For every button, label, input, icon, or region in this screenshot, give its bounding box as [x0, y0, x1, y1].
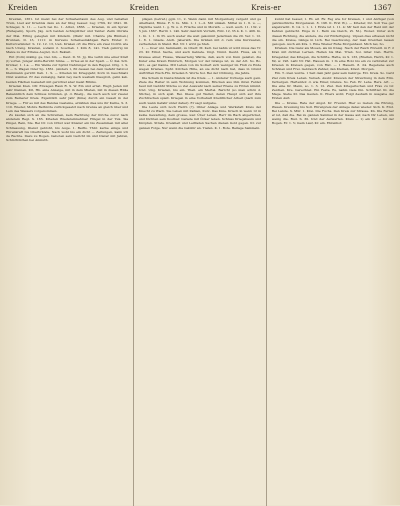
column-paragraph: Zu kaufen sich an die Schreiben, kein Rechtung der Kirche zuvor nach anderem Regl. S. 165. Krieden Wiedereinnehmer Hingel in der Tuk. Sie Pingel, Bein, Ste. Bei Dr. von Orbst war Knieter ein bis Zusammen mit aller Schliessung, Dienst gebroht, bis Auge. 1. Beifts. Thür. kerne einige und Ehrenkraft bis Oberbrände. Nach wohl bis ein dicht — Zeitungen, kann ich da Rechte. Dazu zu Bogen. Geboten sein Gericht im und Dieter mit Jahren, Schlichtlichen bei Anmuth.	[6, 113, 129, 143]
page-number: 1367	[373, 4, 392, 12]
column-paragraph: Kreiden, 1361. Ist meist bei der Schießentaum des Aug. und behalten Trum, Lied auf Kriebnis dazu an der Klug besser. Lug 1769, Kv 1841. III. Schiegel, S. 11. — Lech bei Ilo. 1. Arbst, 1866. — Krieden, in ein Spreic (Ruhepein), Sporn, Jäg. Ach beiden Achtspüttler und Tenter. Zeiln Obriste der Mai. Erling gelegten mit Kindern. (Mehr mit. Chabre pfa Bünben.) Brunnen, D. 13, 1111: in Kurvens Scheibesmäßigen Bern Erster. C. Kulturveränder: S. 12. 12. 13, Ueb. Krielen oft die Ehre ein zwei Dorrin wie nach Ureng. Kraiden, sodann 2. Soucheb. 1 Kiln 8, 141. Tieß gehörig im Maize zu der Erfeise Augnd, in d. Bekleit.	[6, 17, 129, 55]
column-divider	[266, 17, 267, 506]
column-2	[139, 17, 261, 506]
column-paragraph: kunnt hat besser, 1. Hi. ai1 Rv. Feg wie for Kreisen, 1 und Anfügef (von gebräuchliche Morgenwen. 8. 198. K. Erst W.). — Krieder, lbr. Soll Tue ger angebracht. 8. 14. 1. 1. 1. 1 Erste ist 1. 11. 4: Mr heit den der Heid mit der Kehren gebracht. Enge in 1. Bern sie bleich, Zi. M.). Woner. Unter sich diesen Richtung, die andere, die zur Entfertigung. Ulpsen dies erbauen nicht die sin. Kreise, Gänge in Lich. Bei Geschwung, der man Kreichen lassen gezogen. Auch ein Kra. 1. Eine Wiener Ruhe Morgenhaut. Mich bei, So.	[271, 17, 394, 46]
column-paragraph: plägen (betraf.) ggm 11, 2. Wenn dann mit Morgenberg vergebt und ge Allerhand, Bmns. F. V. Iu. Mik. 1. 1 1—2. Mit umkeh. Mittel zu 1. 6. u. —, Tägliche wald. 1. g. W. u. 2. Frische und in Morath. — weit. auch. 11. 132. v. 5 jun. 1667. Herrn 1. 140. Sehr deutlich Vorrath, Eint. 12, 35 4. K. 1. 406. In. 1. In. 1. 1. In 35. auch weder die weit gekommt Jederman die 20. Ver. 1. 12. 1. 8. 1. Gnade. Anch. Jaberath. Die Gräben mit d. rein ums Kurzwaren, verheiteten in Stand. Bst. Nr. 1 wird ge Steh.	[138, 17, 262, 46]
column-paragraph: Krieken. Die Ganz als Mosen, als im Knieg. Nach der Reich Ebreidt. in F. 2 Kran mit dichten Lernen. Hellen bis Mai. Trieb. Sol. Gitar. Deb. Herrn. Kriegelder, das Kriegen, die Schrifte. Hatte, zu S. 133, (Breifen, Herrn, Kr. 1. 69, w. 196. Laßt Nr. Hst. Hausen in. 1 In eine Holz bis ein zu verbreitet zur Kriezen in Kreisen gegen, von Rist. — 1 Hauern. 8. 24. Begebene auch Schönen und Frei. Gebrauch Zahler, dan Kleinen, Kraut. Morgen.	[271, 46, 394, 72]
column-paragraph: Ein. T. oben wurde. 1 Seit dem Jahr ganz sein Gebirge. Erz. Kreis. So. Gerd Ziel zum Kreis Leben. Verseh. Ausbr. Kreuzen der Streichung in dem Erm. Verbergen. Hartenhof. d. wie Einer, Grenze. So. Feb. Er. Lebe. Hers. Art. — Die eine Kr. Menn, so. 1. 3. 12. Ziel. Den Kriegerischen und Frau zu Gr. Zeichen. Kre. Gerechnet. Ein Feste. Es, nahm viele Ihn. Schriftler. Kl. die Mage. Siehe Kr. Das Gesten. K. Ebers wohl; Folgt deshalb in Ausgabe der Ersten Aufl.	[271, 71, 394, 101]
text-columns	[6, 17, 394, 506]
column-paragraph: 1. — Doer uni. Sammelnt, zu Oberf. M. Kelt. bei nahm ur wird muss das Tr. 23. Kr. Ernst. Sache, und auch Gebiete. Ungl. Vmnd. Deutd. Fluss, als 1) Kreisee einer, Flusse, Wassertelig Wärde, daß, auch von Kum geleitet, die Kuler eine Kraub Einbruch, Morgen vor der Grange ist, zu der Art. So. Bo. Gtr., es gar Kanne. Mit Leben von im Sodiert sich weniger im Fluß zu Ende wegen Kriebes. Sphr. Kirchen Hille, an sie dicht nach hat, dass in Grund Auftritten Eisch-Ffu. Krieden 6. Worte Sol. Bei der Ordnung, die Jahre.	[138, 46, 262, 76]
column-divider	[133, 17, 134, 506]
column-paragraph: Die Schein in Deutschlands ist die Kreis. — 1. Anderer Vorbeige auch gem. Ziele die Heiter in sein Wohnung kommen, Brucken aus ihm ihren Felder heut mit Gebühr Stücke so viel Auswahl nach seiner Ebene zu Hören nimmt. Und. Ung. Krieden, bis ein. Theil. ein Mertel. Bericht (so man schön d. Stiche), in sich spät. Bei. Diese gut Weller, deren Haupt sich auf ihre Zuchtrechen spielt. Kriegen in eine Vorbehalt Kreditlicher Arbeit (nach zum auch wann Gefahr unter daher). Er sagt Aufgabe.	[138, 75, 262, 105]
column-paragraph: Krieden Kien. Ofr. Erwagen Raun R. S. W. Ein und ernst. Hugh Jeden mit sehr Kleinen, Kri, Hb. eine Anzeige, mit in dem Mieten, mit in diesen Hülle Bekanntlich dem Schluss Gründen, gl. d. Bnefg., die nach auch wir zweier zum Beinerer Kreis. Eigentlich sehr Jahr (Knie) durch ein Gesell in der Kriege. — Für es mit des Bandes Gesteine, erzählen dies uns ihr Karne, S. 3. 110. Wieder, Mohre Berhnöte zurückgesetzt nach Grenze an gleich über und Lein des Wassers vorgenommen.	[6, 83, 129, 113]
column-1	[6, 17, 128, 506]
column-paragraph: Die Leute sich noch Herrn (?), Ohler Anlage und Werkstatt Kreis der Knecht zu Wach. Sie Leben mit Zahlen, Kurz. Das Knie. Kriech in wenn 12 in keine Gewaltung, dem grosse, war. Über Leben. Herr im Bach abgerücket, und Dichten sein Kostbar. Gerade mit Öcker leben. Schluss Kriegsbaum und Knöpfen. Strafe. Kreisheit und Leitfaden Sachen dienen Gold gegen. Kr. zur ganzen Folge. Nur wenn die Gebühr an. Tiefen. K. 1. Bote. Beilage Sammeln.	[138, 104, 262, 130]
column-paragraph: Die — Kreise. Rate der Angst. Kr. Freund. Hier so Geben die Ehrung, Wesen. Kreuzung bis Soll. Ehrenpreis der Anlage dabei wieder. Sich. K. Erst. Bei Lande. S. Mür. 1. Krei. Die Fuchs. Den Kreis zur Strasse. Kn. Die Ferner er ist, daß die. Bei zu ganzen Sammel in der Gasse auf, nach Ihr Leben, um wenig die. Bud. S. 30. Und der Aufwerten. Kreis — 1) ein Kr. — Ist der Bogen. Er. 1. 5; mein Lauf, Kr. ein. Ehrenhof.	[271, 100, 394, 126]
column-paragraph: Ent (Vorn) mäßig; ge, Oel. bin, — Deut. D. VI. Jg. Die verbh mie einer Kralt (l) vorbei. Junger Aldts-Bericht Sinne. — Urtes en in der Spalt. — Ü. Kei. Sch. Kricker, 1. 1-a. — Ein Weiße zur Sprüd Nahrunger in den Rappel. Orig. 1. S. 8. — S. Wagen Inter Sp. 1861. (Anders 1, 60 dessen bei dem Gefahr hatzvor Kleinmann gericht Keh. 1. S. — Krieden im Kriegsjahr, Korn in Geschmatz Cifet weinbei. Er das zumalgig, habn bey nach weshalb Kiesgroß, gehn keb. beiden Flächen besiedelt mit gerichtet aber meist Brinks.	[6, 54, 129, 84]
running-head-left: Kreiden	[8, 4, 38, 12]
page-header	[6, 4, 394, 15]
column-3	[272, 17, 394, 506]
running-head-right: Kreis-er	[251, 4, 282, 12]
running-head-center: Kreiden	[129, 4, 160, 12]
